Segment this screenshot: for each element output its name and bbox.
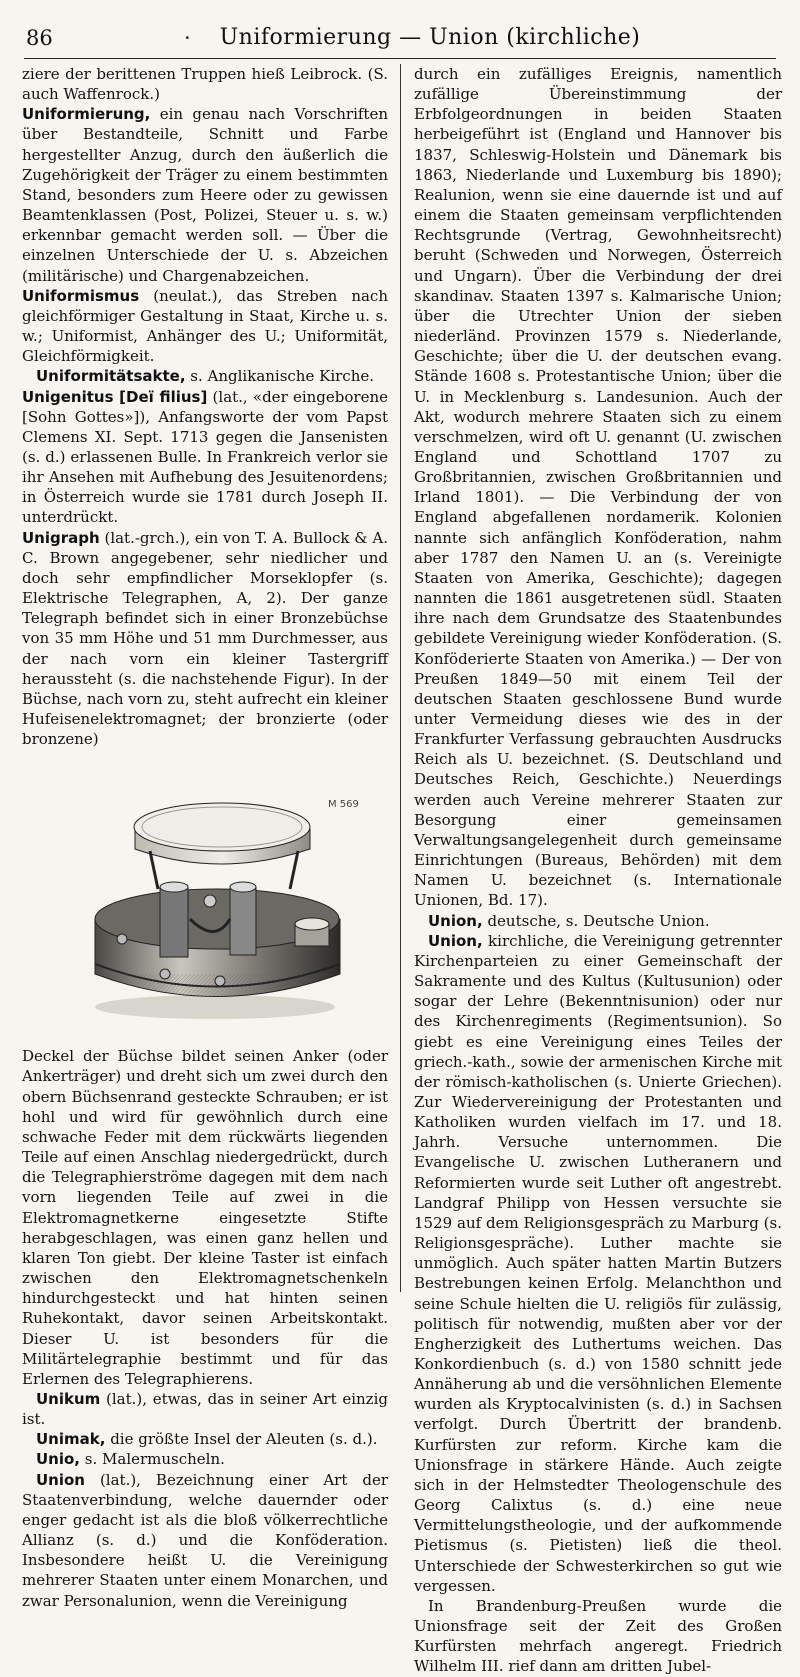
article-paragraph — [22, 1389, 388, 1429]
article-paragraph — [22, 1046, 388, 1389]
entry-text: (lat., «der eingeborene [Sohn Gottes»]), Anfangsworte der vom Papst Clemens XI. Sept. 1713 gegen die Jansenisten (s. d.) erlassenen Bulle. In Frankreich verlor sie ihr Ansehen mit Aufhebung des Jesuitenordens; in Österreich wurde sie 1781 durch Joseph II. unterdrückt. — [22, 387, 388, 527]
header-dot: · — [184, 26, 191, 50]
entry-headword: Unigraph — [22, 528, 100, 547]
entry-headword: Unimak, — [36, 1430, 106, 1449]
entry-headword: Uniformitätsakte, — [36, 367, 186, 386]
unigraph-illustration — [40, 769, 370, 1024]
article-paragraph — [22, 1429, 388, 1449]
article-paragraph — [22, 387, 388, 528]
article-paragraph — [22, 64, 388, 104]
entry-headword: Unigenitus [Deï filius] — [22, 387, 208, 406]
article-paragraph — [22, 1449, 388, 1469]
article-paragraph — [22, 286, 388, 367]
article-paragraph — [414, 64, 782, 911]
article-paragraph — [22, 1470, 388, 1611]
entry-text: (lat.), Bezeichnung einer Art der Staatenverbindung, welche dauernder oder enger gedacht ist als die bloß völkerrechtliche Allianz (s. d.) und die Konföderation. Insbesondere heißt U. die Vereinigung mehrerer Staaten unter einem Monarchen, und zwar Personalunion, wenn die Vereinigung — [22, 1470, 388, 1610]
page-number: 86 — [26, 26, 53, 50]
entry-headword: Uniformierung, — [22, 105, 151, 124]
entry-text: ein genau nach Vorschriften über Bestandteile, Schnitt und Farbe hergestellter Anzug, durch den äußerlich die Zugehörigkeit der Träger zu einem bestimmten Stand, besonders zum Heere oder zu gewissen Beamtenklassen (Post, Polizei, Steuer u. s. w.) erkennbar gemacht werden soll. — Über die einzelnen Unterschiede der U. s. Abzeichen (militärische) und Chargenabzeichen. — [22, 105, 388, 285]
entry-text: In Brandenburg-Preußen wurde die Unionsfrage seit der Zeit des Großen Kurfürsten mehrfach angeregt. Friedrich Wilhelm III. rief dann am dritten Jubel- — [414, 1596, 782, 1676]
article-paragraph — [414, 931, 782, 1596]
entry-headword: Union — [36, 1470, 85, 1489]
page-header — [24, 22, 776, 59]
unigraph-figure — [40, 769, 370, 1024]
article-paragraph — [22, 528, 388, 750]
entry-text: durch ein zufälliges Ereignis, namentlich zufällige Übereinstimmung der Erbfolgeordnungen in beiden Staaten herbeigeführt ist (England und Hannover bis 1837, Schleswig-Holstein und Dänemark bis 1863, Niederlande und Luxemburg bis 1890); Realunion, wenn sie eine dauernde ist und auf einem die Staaten gemeinsam verpflichtenden Rechtsgrunde (Vertrag, Gewohnheitsrecht) beruht (Schweden und Norwegen, Österreich und Ungarn). Über die Verbindung der drei skandinav. Staaten 1397 s. Kalmarische Union; über die Utrechter Union der sieben niederländ. Provinzen 1579 s. Niederlande, Geschichte; über die U. der deutschen evang. Stände 1608 s. Protestantische Union; über die U. in Mecklenburg s. Landesunion. Auch der Akt, wodurch mehrere Staaten sich zu einem verschmelzen, wird oft U. genannt (U. zwischen England und Schottland 1707 zu Großbritannien, zwischen Großbritannien und Irland 1801). — Die Verbindung der von England abgefallenen nordamerik. Kolonien nannte sich anfänglich Konföderation, nahm aber 1787 den Namen U. an (s. Vereinigte Staaten von Amerika, Geschichte); dagegen nannten die 1861 ausgetretenen südl. Staaten ihre nach dem Grundsatze des Staatenbundes gebildete Vereinigung wieder Konföderation. (S. Konföderierte Staaten von Amerika.) — Der von Preußen 1849—50 mit einem Teil der deutschen Staaten geschlossene Bund wurde unter Vermeidung dieses wie des in der Frankfurter Verfassung gebrauchten Ausdrucks Reich als U. bezeichnet. (S. Deutschland und Deutsches Reich, Geschichte.) Neuerdings werden auch Vereine mehrerer Staaten zur Besorgung einer gemeinsamen Verwaltungsangelegenheit durch gemeinsame Einrichtungen (Bureaus, Behörden) mit dem Namen U. bezeichnet (s. Internationale Unionen, Bd. 17). — [414, 65, 782, 910]
right-column — [414, 64, 782, 1676]
entry-headword: Union, — [428, 931, 483, 950]
entry-text: s. Malermuscheln. — [80, 1450, 225, 1469]
entry-text: (lat.), etwas, das in seiner Art einzig ist. — [22, 1389, 388, 1429]
article-paragraph — [22, 104, 388, 285]
article-paragraph — [414, 911, 782, 931]
entry-headword: Uniformismus — [22, 286, 140, 305]
entry-text: (lat.-grch.), ein von T. A. Bullock & A. C. Brown angegebener, sehr niedlicher und doch sehr empfindlicher Morseklopfer (s. Elektrische Telegraphen, A, 2). Der ganze Telegraph befindet sich in einer Bronzebüchse von 35 mm Höhe und 51 mm Durchmesser, aus der nach vorn ein kleiner Tastergriff heraussteht (s. die nachstehende Figur). In der Büchse, nach vorn zu, steht aufrecht ein kleiner Hufeisenelektromagnet; der bronzierte (oder bronzene) — [22, 528, 388, 749]
entry-text: s. Anglikanische Kirche. — [185, 367, 374, 386]
running-head: Uniformierung — Union (kirchliche) — [219, 25, 641, 50]
column-rule — [400, 64, 401, 1292]
entry-headword: Unikum — [36, 1389, 101, 1408]
entry-text: kirchliche, die Vereinigung getrennter Kirchenparteien zu einer Gemeinschaft der Sakramente und des Kultus (Kultusunion) oder sogar der Lehre (Bekenntnisunion) oder nur des Kirchenregiments (Regimentsunion). So giebt es eine Vereinigung eines Teiles der griech.-kath., sowie der armenischen Kirche mit der römisch-katholischen (s. Unierte Griechen). Zur Wiedervereinigung der Protestanten und Katholiken wurden vielfach im 17. und 18. Jahrh. Versuche unternommen. Die Evangelische U. zwischen Lutheranern und Reformierten wurde seit Luther oft angestrebt. Landgraf Philipp von Hessen versuchte sie 1529 auf dem Religionsgespräch zu Marburg (s. Religionsgespräche). Luther machte sie unmöglich. Auch später hatten Martin Butzers Bestrebungen keinen Erfolg. Melanchthon und seine Schule hielten die U. religiös für zulässig, politisch für notwendig, mußten aber vor der Engherzigkeit des Luthertums weichen. Das Konkordienbuch (s. d.) von 1580 schnitt jede Annäherung ab und die versöhnlichen Elemente wurden als Kryptocalvinisten (s. d.) in Sachsen verfolgt. Durch Übertritt der brandenb. Kurfürsten zur reform. Kirche kam die Unionsfrage in stärkere Hände. Auch zeigte sich in der Helmstedter Theologenschule des Georg Calixtus (s. d.) eine neue Vermittelungstheologie, und der aufkommende Pietismus (s. Pietisten) ließ die theol. Unterschiede der Schwesterkirchen so gut wie vergessen. — [414, 931, 782, 1595]
entry-text: ziere der berittenen Truppen hieß Leibrock. (S. auch Waffenrock.) — [22, 65, 388, 104]
figure-label: M 569 — [328, 799, 359, 811]
entry-text: Deckel der Büchse bildet seinen Anker (oder Ankerträger) und dreht sich um zwei durch den obern Büchsenrand gesteckte Schrauben; er ist hohl und wird für gewöhnlich durch eine schwache Feder mit dem rückwärts liegenden Teile auf einen Anschlag niedergedrückt, durch die Telegraphierströme dagegen mit dem nach vorn liegenden Teile auf zwei in die Elektromagnetkerne eingesetzte Stifte herabgeschlagen, was einen ganz hellen und klaren Ton giebt. Der kleine Taster ist einfach zwischen den Elektromagnetschenkeln hindurchgesteckt und hat hinten seinen Ruhekontakt, davor seinen Arbeitskontakt. Dieser U. ist besonders für die Militärtelegraphie bestimmt und für das Erlernen des Telegraphierens. — [22, 1047, 388, 1388]
entry-text: die größte Insel der Aleuten (s. d.). — [105, 1430, 378, 1449]
article-paragraph — [414, 1596, 782, 1677]
entry-headword: Union, — [428, 911, 483, 930]
left-column — [22, 64, 388, 1610]
entry-text: deutsche, s. Deutsche Union. — [482, 911, 710, 930]
entry-text: (neulat.), das Streben nach gleichförmiger Gestaltung in Staat, Kirche u. s. w.; Uniformist, Anhänger des U.; Uniformität, Gleichförmigkeit. — [22, 286, 388, 366]
article-paragraph — [22, 366, 388, 386]
entry-headword: Unio, — [36, 1450, 81, 1469]
